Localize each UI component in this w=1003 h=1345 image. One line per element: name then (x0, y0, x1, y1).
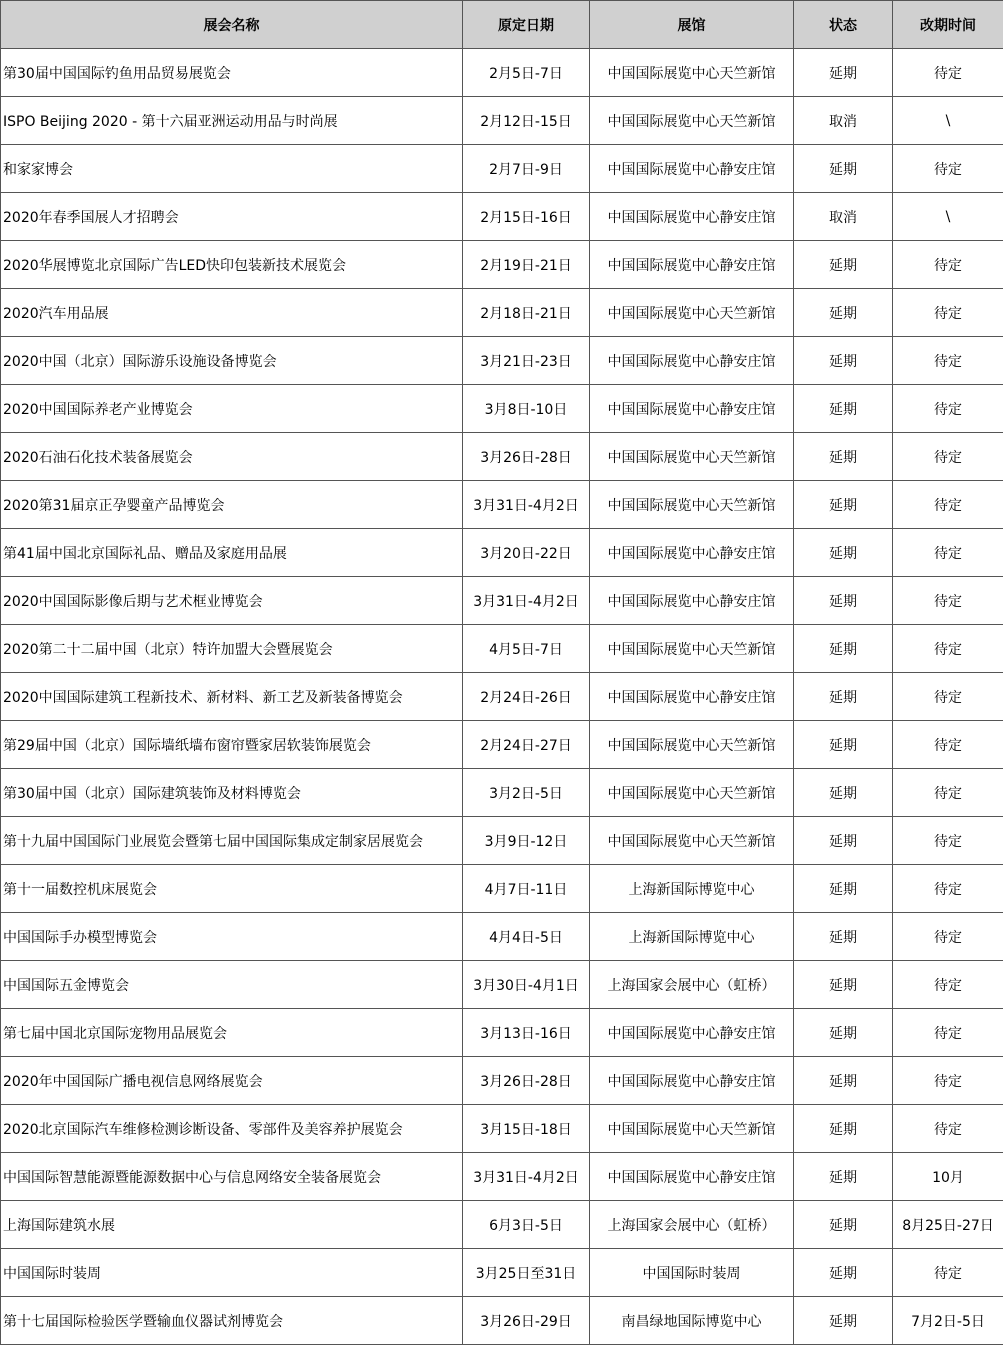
cell-venue: 中国国际展览中心天竺新馆 (590, 817, 794, 865)
cell-rescheduled-time: 待定 (893, 241, 1003, 289)
cell-status: 取消 (794, 97, 893, 145)
cell-rescheduled-time: 待定 (893, 817, 1003, 865)
cell-original-date: 3月31日-4月2日 (463, 577, 590, 625)
cell-exhibition-name: ISPO Beijing 2020 - 第十六届亚洲运动用品与时尚展 (1, 97, 463, 145)
cell-exhibition-name: 中国国际时装周 (1, 1249, 463, 1297)
cell-original-date: 4月7日-11日 (463, 865, 590, 913)
cell-original-date: 2月24日-26日 (463, 673, 590, 721)
cell-original-date: 2月24日-27日 (463, 721, 590, 769)
cell-exhibition-name: 2020北京国际汽车维修检测诊断设备、零部件及美容养护展览会 (1, 1105, 463, 1153)
cell-rescheduled-time: 待定 (893, 433, 1003, 481)
cell-original-date: 2月5日-7日 (463, 49, 590, 97)
cell-venue: 中国国际展览中心天竺新馆 (590, 433, 794, 481)
table-row (1, 337, 1003, 385)
cell-rescheduled-time: 待定 (893, 865, 1003, 913)
cell-status: 延期 (794, 529, 893, 577)
cell-exhibition-name: 第41届中国北京国际礼品、赠品及家庭用品展 (1, 529, 463, 577)
cell-exhibition-name: 第30届中国国际钓鱼用品贸易展览会 (1, 49, 463, 97)
cell-venue: 上海国家会展中心（虹桥） (590, 1201, 794, 1249)
table-row (1, 961, 1003, 1009)
cell-original-date: 3月30日-4月1日 (463, 961, 590, 1009)
cell-rescheduled-time: 待定 (893, 1105, 1003, 1153)
cell-status: 延期 (794, 289, 893, 337)
cell-venue: 中国国际展览中心天竺新馆 (590, 1105, 794, 1153)
table-row (1, 721, 1003, 769)
cell-rescheduled-time: 待定 (893, 1057, 1003, 1105)
cell-venue: 中国国际展览中心天竺新馆 (590, 481, 794, 529)
table-row (1, 481, 1003, 529)
cell-venue: 中国国际展览中心静安庄馆 (590, 673, 794, 721)
table-row (1, 673, 1003, 721)
cell-original-date: 3月31日-4月2日 (463, 481, 590, 529)
header-venue: 展馆 (590, 1, 794, 49)
cell-original-date: 3月8日-10日 (463, 385, 590, 433)
cell-original-date: 2月15日-16日 (463, 193, 590, 241)
cell-original-date: 3月13日-16日 (463, 1009, 590, 1057)
cell-status: 延期 (794, 433, 893, 481)
cell-status: 延期 (794, 625, 893, 673)
cell-venue: 中国国际展览中心天竺新馆 (590, 721, 794, 769)
table-row (1, 1297, 1003, 1345)
cell-rescheduled-time: 待定 (893, 673, 1003, 721)
cell-status: 延期 (794, 145, 893, 193)
cell-status: 延期 (794, 1249, 893, 1297)
cell-exhibition-name: 第七届中国北京国际宠物用品展览会 (1, 1009, 463, 1057)
cell-status: 延期 (794, 721, 893, 769)
cell-status: 延期 (794, 337, 893, 385)
cell-rescheduled-time: 待定 (893, 529, 1003, 577)
header-status: 状态 (794, 1, 893, 49)
cell-exhibition-name: 2020石油石化技术装备展览会 (1, 433, 463, 481)
cell-venue: 中国国际展览中心天竺新馆 (590, 625, 794, 673)
cell-original-date: 2月7日-9日 (463, 145, 590, 193)
cell-status: 延期 (794, 769, 893, 817)
table-row (1, 49, 1003, 97)
table-row (1, 385, 1003, 433)
cell-exhibition-name: 中国国际手办模型博览会 (1, 913, 463, 961)
table-row (1, 769, 1003, 817)
cell-rescheduled-time: 待定 (893, 1009, 1003, 1057)
cell-exhibition-name: 和家家博会 (1, 145, 463, 193)
cell-venue: 上海国家会展中心（虹桥） (590, 961, 794, 1009)
cell-venue: 中国国际展览中心静安庄馆 (590, 1009, 794, 1057)
cell-original-date: 3月26日-29日 (463, 1297, 590, 1345)
table-row (1, 913, 1003, 961)
cell-rescheduled-time: 待定 (893, 145, 1003, 193)
table-row (1, 1009, 1003, 1057)
header-original-date: 原定日期 (463, 1, 590, 49)
cell-rescheduled-time: 待定 (893, 1249, 1003, 1297)
cell-status: 延期 (794, 1009, 893, 1057)
cell-rescheduled-time: 待定 (893, 913, 1003, 961)
cell-venue: 中国国际展览中心天竺新馆 (590, 289, 794, 337)
cell-rescheduled-time: \ (893, 97, 1003, 145)
cell-status: 延期 (794, 913, 893, 961)
table-row (1, 289, 1003, 337)
cell-venue: 中国国际展览中心天竺新馆 (590, 97, 794, 145)
table-row (1, 1201, 1003, 1249)
cell-rescheduled-time: 待定 (893, 721, 1003, 769)
cell-venue: 中国国际展览中心静安庄馆 (590, 241, 794, 289)
cell-original-date: 3月21日-23日 (463, 337, 590, 385)
table-row (1, 529, 1003, 577)
cell-original-date: 2月12日-15日 (463, 97, 590, 145)
cell-original-date: 3月25日至31日 (463, 1249, 590, 1297)
cell-rescheduled-time: 待定 (893, 769, 1003, 817)
table-row (1, 193, 1003, 241)
cell-venue: 中国国际展览中心天竺新馆 (590, 49, 794, 97)
cell-rescheduled-time: 待定 (893, 385, 1003, 433)
cell-status: 延期 (794, 865, 893, 913)
table-row (1, 97, 1003, 145)
cell-venue: 上海新国际博览中心 (590, 913, 794, 961)
cell-rescheduled-time: 待定 (893, 625, 1003, 673)
table-row (1, 625, 1003, 673)
cell-exhibition-name: 第十一届数控机床展览会 (1, 865, 463, 913)
cell-rescheduled-time: 10月 (893, 1153, 1003, 1201)
cell-status: 延期 (794, 673, 893, 721)
table-row (1, 817, 1003, 865)
cell-exhibition-name: 2020中国国际养老产业博览会 (1, 385, 463, 433)
cell-exhibition-name: 第30届中国（北京）国际建筑装饰及材料博览会 (1, 769, 463, 817)
cell-original-date: 3月2日-5日 (463, 769, 590, 817)
cell-exhibition-name: 2020中国（北京）国际游乐设施设备博览会 (1, 337, 463, 385)
cell-rescheduled-time: 7月2日-5日 (893, 1297, 1003, 1345)
header-row (1, 1, 1003, 49)
cell-rescheduled-time: 待定 (893, 481, 1003, 529)
cell-exhibition-name: 2020汽车用品展 (1, 289, 463, 337)
cell-rescheduled-time: 待定 (893, 49, 1003, 97)
cell-rescheduled-time: 待定 (893, 577, 1003, 625)
header-exhibition-name: 展会名称 (1, 1, 463, 49)
cell-venue: 中国国际展览中心静安庄馆 (590, 1057, 794, 1105)
cell-exhibition-name: 2020第31届京正孕婴童产品博览会 (1, 481, 463, 529)
cell-status: 延期 (794, 241, 893, 289)
table-row (1, 865, 1003, 913)
cell-original-date: 3月20日-22日 (463, 529, 590, 577)
cell-exhibition-name: 2020中国国际建筑工程新技术、新材料、新工艺及新装备博览会 (1, 673, 463, 721)
cell-original-date: 3月26日-28日 (463, 1057, 590, 1105)
cell-venue: 中国国际展览中心静安庄馆 (590, 337, 794, 385)
cell-status: 延期 (794, 1105, 893, 1153)
cell-venue: 中国国际展览中心静安庄馆 (590, 1153, 794, 1201)
cell-exhibition-name: 2020年中国国际广播电视信息网络展览会 (1, 1057, 463, 1105)
cell-venue: 中国国际展览中心静安庄馆 (590, 145, 794, 193)
cell-exhibition-name: 上海国际建筑水展 (1, 1201, 463, 1249)
cell-original-date: 6月3日-5日 (463, 1201, 590, 1249)
cell-rescheduled-time: 待定 (893, 337, 1003, 385)
cell-original-date: 4月5日-7日 (463, 625, 590, 673)
cell-rescheduled-time: 待定 (893, 289, 1003, 337)
table-body (1, 49, 1003, 1345)
cell-exhibition-name: 中国国际五金博览会 (1, 961, 463, 1009)
cell-exhibition-name: 2020年春季国展人才招聘会 (1, 193, 463, 241)
cell-status: 延期 (794, 1297, 893, 1345)
table-row (1, 1249, 1003, 1297)
cell-status: 延期 (794, 1153, 893, 1201)
cell-status: 延期 (794, 385, 893, 433)
cell-venue: 中国国际时装周 (590, 1249, 794, 1297)
cell-original-date: 3月31日-4月2日 (463, 1153, 590, 1201)
cell-venue: 上海新国际博览中心 (590, 865, 794, 913)
cell-status: 延期 (794, 1057, 893, 1105)
cell-original-date: 2月18日-21日 (463, 289, 590, 337)
cell-status: 延期 (794, 49, 893, 97)
cell-exhibition-name: 2020中国国际影像后期与艺术框业博览会 (1, 577, 463, 625)
cell-exhibition-name: 第29届中国（北京）国际墙纸墙布窗帘暨家居软装饰展览会 (1, 721, 463, 769)
cell-status: 延期 (794, 817, 893, 865)
cell-exhibition-name: 中国国际智慧能源暨能源数据中心与信息网络安全装备展览会 (1, 1153, 463, 1201)
table-row (1, 1153, 1003, 1201)
table-row (1, 577, 1003, 625)
cell-original-date: 2月19日-21日 (463, 241, 590, 289)
cell-rescheduled-time: 待定 (893, 961, 1003, 1009)
table-row (1, 1105, 1003, 1153)
cell-status: 延期 (794, 1201, 893, 1249)
cell-status: 延期 (794, 481, 893, 529)
cell-rescheduled-time: \ (893, 193, 1003, 241)
cell-venue: 中国国际展览中心静安庄馆 (590, 529, 794, 577)
cell-venue: 中国国际展览中心天竺新馆 (590, 769, 794, 817)
cell-status: 延期 (794, 961, 893, 1009)
cell-venue: 中国国际展览中心静安庄馆 (590, 385, 794, 433)
cell-rescheduled-time: 8月25日-27日 (893, 1201, 1003, 1249)
table-row (1, 1057, 1003, 1105)
header-rescheduled-time: 改期时间 (893, 1, 1003, 49)
table-row (1, 145, 1003, 193)
cell-venue: 南昌绿地国际博览中心 (590, 1297, 794, 1345)
table-row (1, 433, 1003, 481)
cell-exhibition-name: 2020华展博览北京国际广告LED快印包装新技术展览会 (1, 241, 463, 289)
table-header (1, 1, 1003, 49)
cell-original-date: 4月4日-5日 (463, 913, 590, 961)
cell-status: 延期 (794, 577, 893, 625)
cell-status: 取消 (794, 193, 893, 241)
cell-exhibition-name: 第十九届中国国际门业展览会暨第七届中国国际集成定制家居展览会 (1, 817, 463, 865)
cell-venue: 中国国际展览中心静安庄馆 (590, 577, 794, 625)
cell-original-date: 3月9日-12日 (463, 817, 590, 865)
cell-original-date: 3月15日-18日 (463, 1105, 590, 1153)
cell-exhibition-name: 第十七届国际检验医学暨输血仪器试剂博览会 (1, 1297, 463, 1345)
cell-venue: 中国国际展览中心静安庄馆 (590, 193, 794, 241)
cell-original-date: 3月26日-28日 (463, 433, 590, 481)
cell-exhibition-name: 2020第二十二届中国（北京）特许加盟大会暨展览会 (1, 625, 463, 673)
table-row (1, 241, 1003, 289)
